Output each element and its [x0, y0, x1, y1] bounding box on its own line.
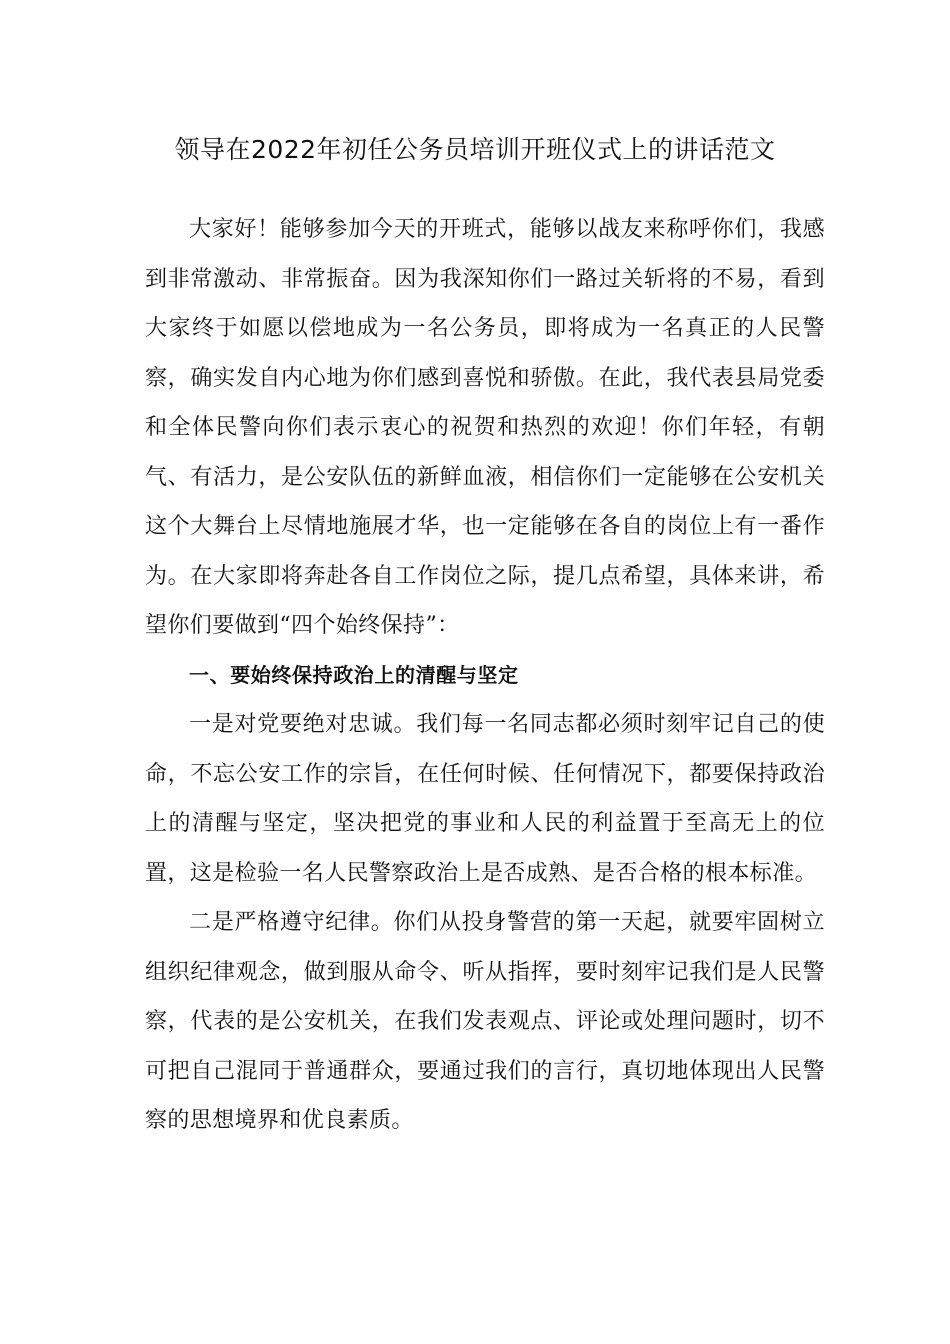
- document-title: 领导在2022年初任公务员培训开班仪式上的讲话范文: [174, 135, 776, 164]
- body-paragraph-discipline: 二是严格遵守纪律。你们从投身警营的第一天起，就要牢固树立组织纪律观念，做到服从命令、听从指挥，要时刻牢记我们是人民警察，代表的是公安机关，在我们发表观点、评论或处理问题时，切不可把自己混同于普通群众，要通过我们的言行，真切地体现出人民警察的思想境界和优良素质。: [145, 910, 825, 1133]
- intro-paragraph: 大家好！能够参加今天的开班式，能够以战友来称呼你们，我感到非常激动、非常振奋。因为我深知你们一路过关斩将的不易，看到大家终于如愿以偿地成为一名公务员，即将成为一名真正的人民警察，确实发自内心地为你们感到喜悦和骄傲。在此，我代表县局党委和全体民警向你们表示衷心的祝贺和热烈的欢迎！你们年轻，有朝气、有活力，是公安队伍的新鲜血液，相信你们一定能够在公安机关这个大舞台上尽情地施展才华，也一定能够在各自的岗位上有一番作为。在大家即将奔赴各自工作岗位之际，提几点希望，具体来讲，希望你们要做到“四个始终保持”：: [145, 217, 825, 638]
- body-paragraph-loyalty: 一是对党要绝对忠诚。我们每一名同志都必须时刻牢记自己的使命，不忘公安工作的宗旨，在任何时候、任何情况下，都要保持政治上的清醒与坚定，坚决把党的事业和人民的利益置于至高无上的位置，这是检验一名人民警察政治上是否成熟、是否合格的根本标准。: [145, 712, 825, 886]
- document-body: [145, 205, 825, 1146]
- section-heading: 一、要始终保持政治上的清醒与坚定: [189, 662, 519, 687]
